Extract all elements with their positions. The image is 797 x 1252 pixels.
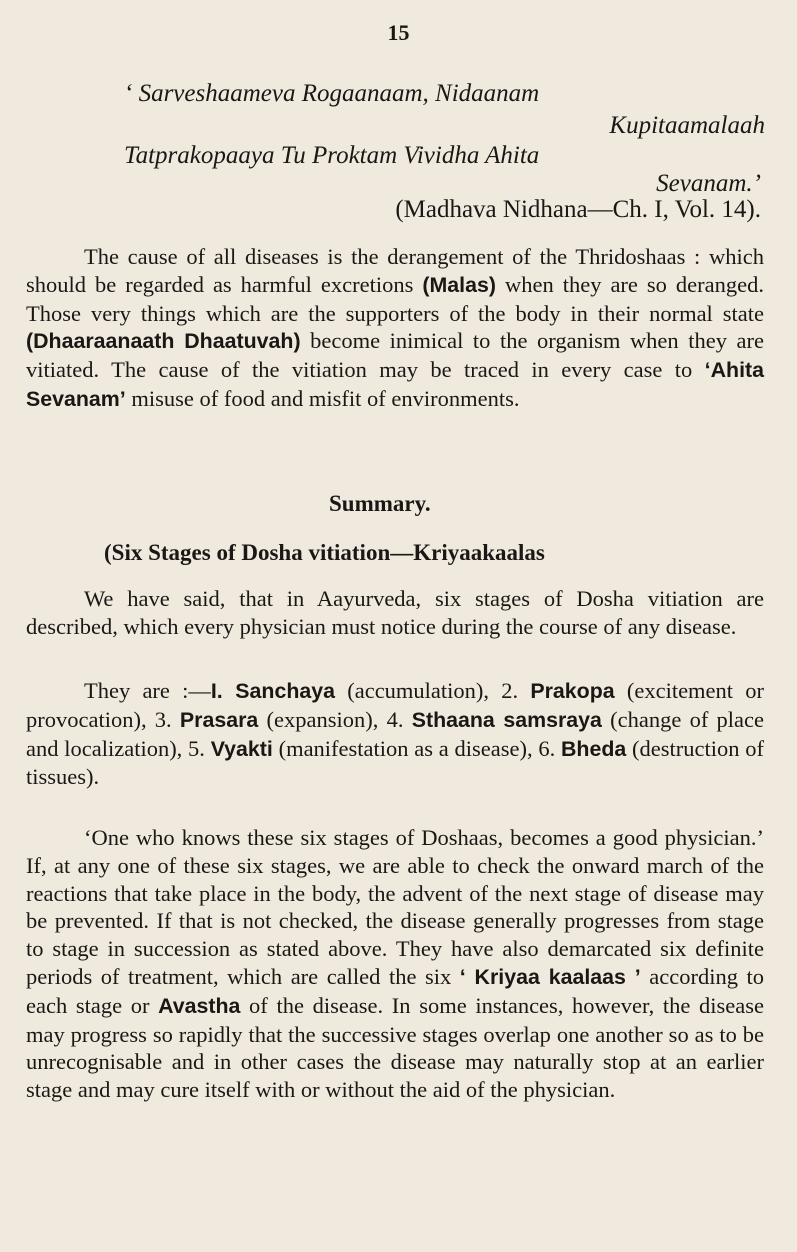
paragraph-stages-intro: We have said, that in Aayurveda, six stages of Dosha vitiation are described, which every physician must notice during the course of any disease. — [26, 586, 764, 639]
stages-heading: (Six Stages of Dosha vitiation—Kriyaakaalas — [104, 540, 545, 565]
paragraph-stages-list: They are :—I. Sanchaya (accumulation), 2. Prakopa (excitement or provocation), 3. Prasara (expansion), 4. Sthaana samsraya (change of place and localization), 5. Vyakti (manifestation as a disease), 6. Bheda (destruction of tissues). — [26, 678, 765, 790]
verse-source: (Madhava Nidhana—Ch. I, Vol. 14). — [395, 196, 761, 223]
verse-line-3: Tatprakopaaya Tu Proktam Vividha Ahita — [124, 142, 540, 169]
paragraph-cause: The cause of all diseases is the derangement of the Thridoshaas : which should be regarded as harmful excretions (Malas) when they are so deranged. Those very things which are the supporters of the body in their normal state (Dhaaraanaath Dhaatuvah) become inimical to the organism when they are vitiated. The cause of the vitiation may be traced in every case to ‘Ahita Sevanam’ misuse of food and misfit of environments. — [26, 244, 764, 411]
summary-heading: Summary. — [329, 491, 431, 516]
paragraph-physician: ‘One who knows these six stages of Doshaas, becomes a good physician.’ If, at any one of these six stages, we are able to check the onward march of the reactions that take place in the body, the advent of the next stage of disease may be prevented. If that is not checked, the disease generally progresses from stage to stage in succession as stated above. They have also demarcated six definite periods of treatment, which are called the six ‘ Kriyaa kaalaas ’ according to each stage or Avastha of the disease. In some instances, however, the disease may progress so rapidly that the successive stages overlap one another so as to be unrecognisable and in other cases the disease may naturally stop at an earlier stage and may cure itself with or without the aid of the physician. — [26, 825, 764, 1103]
verse-line-1: ‘ Sarveshaameva Rogaanaam, Nidaanam — [124, 80, 540, 107]
page-number: 15 — [387, 20, 410, 45]
verse-line-4: Sevanam.’ — [656, 170, 761, 197]
verse-line-2: Kupitaamalaah — [609, 112, 765, 139]
